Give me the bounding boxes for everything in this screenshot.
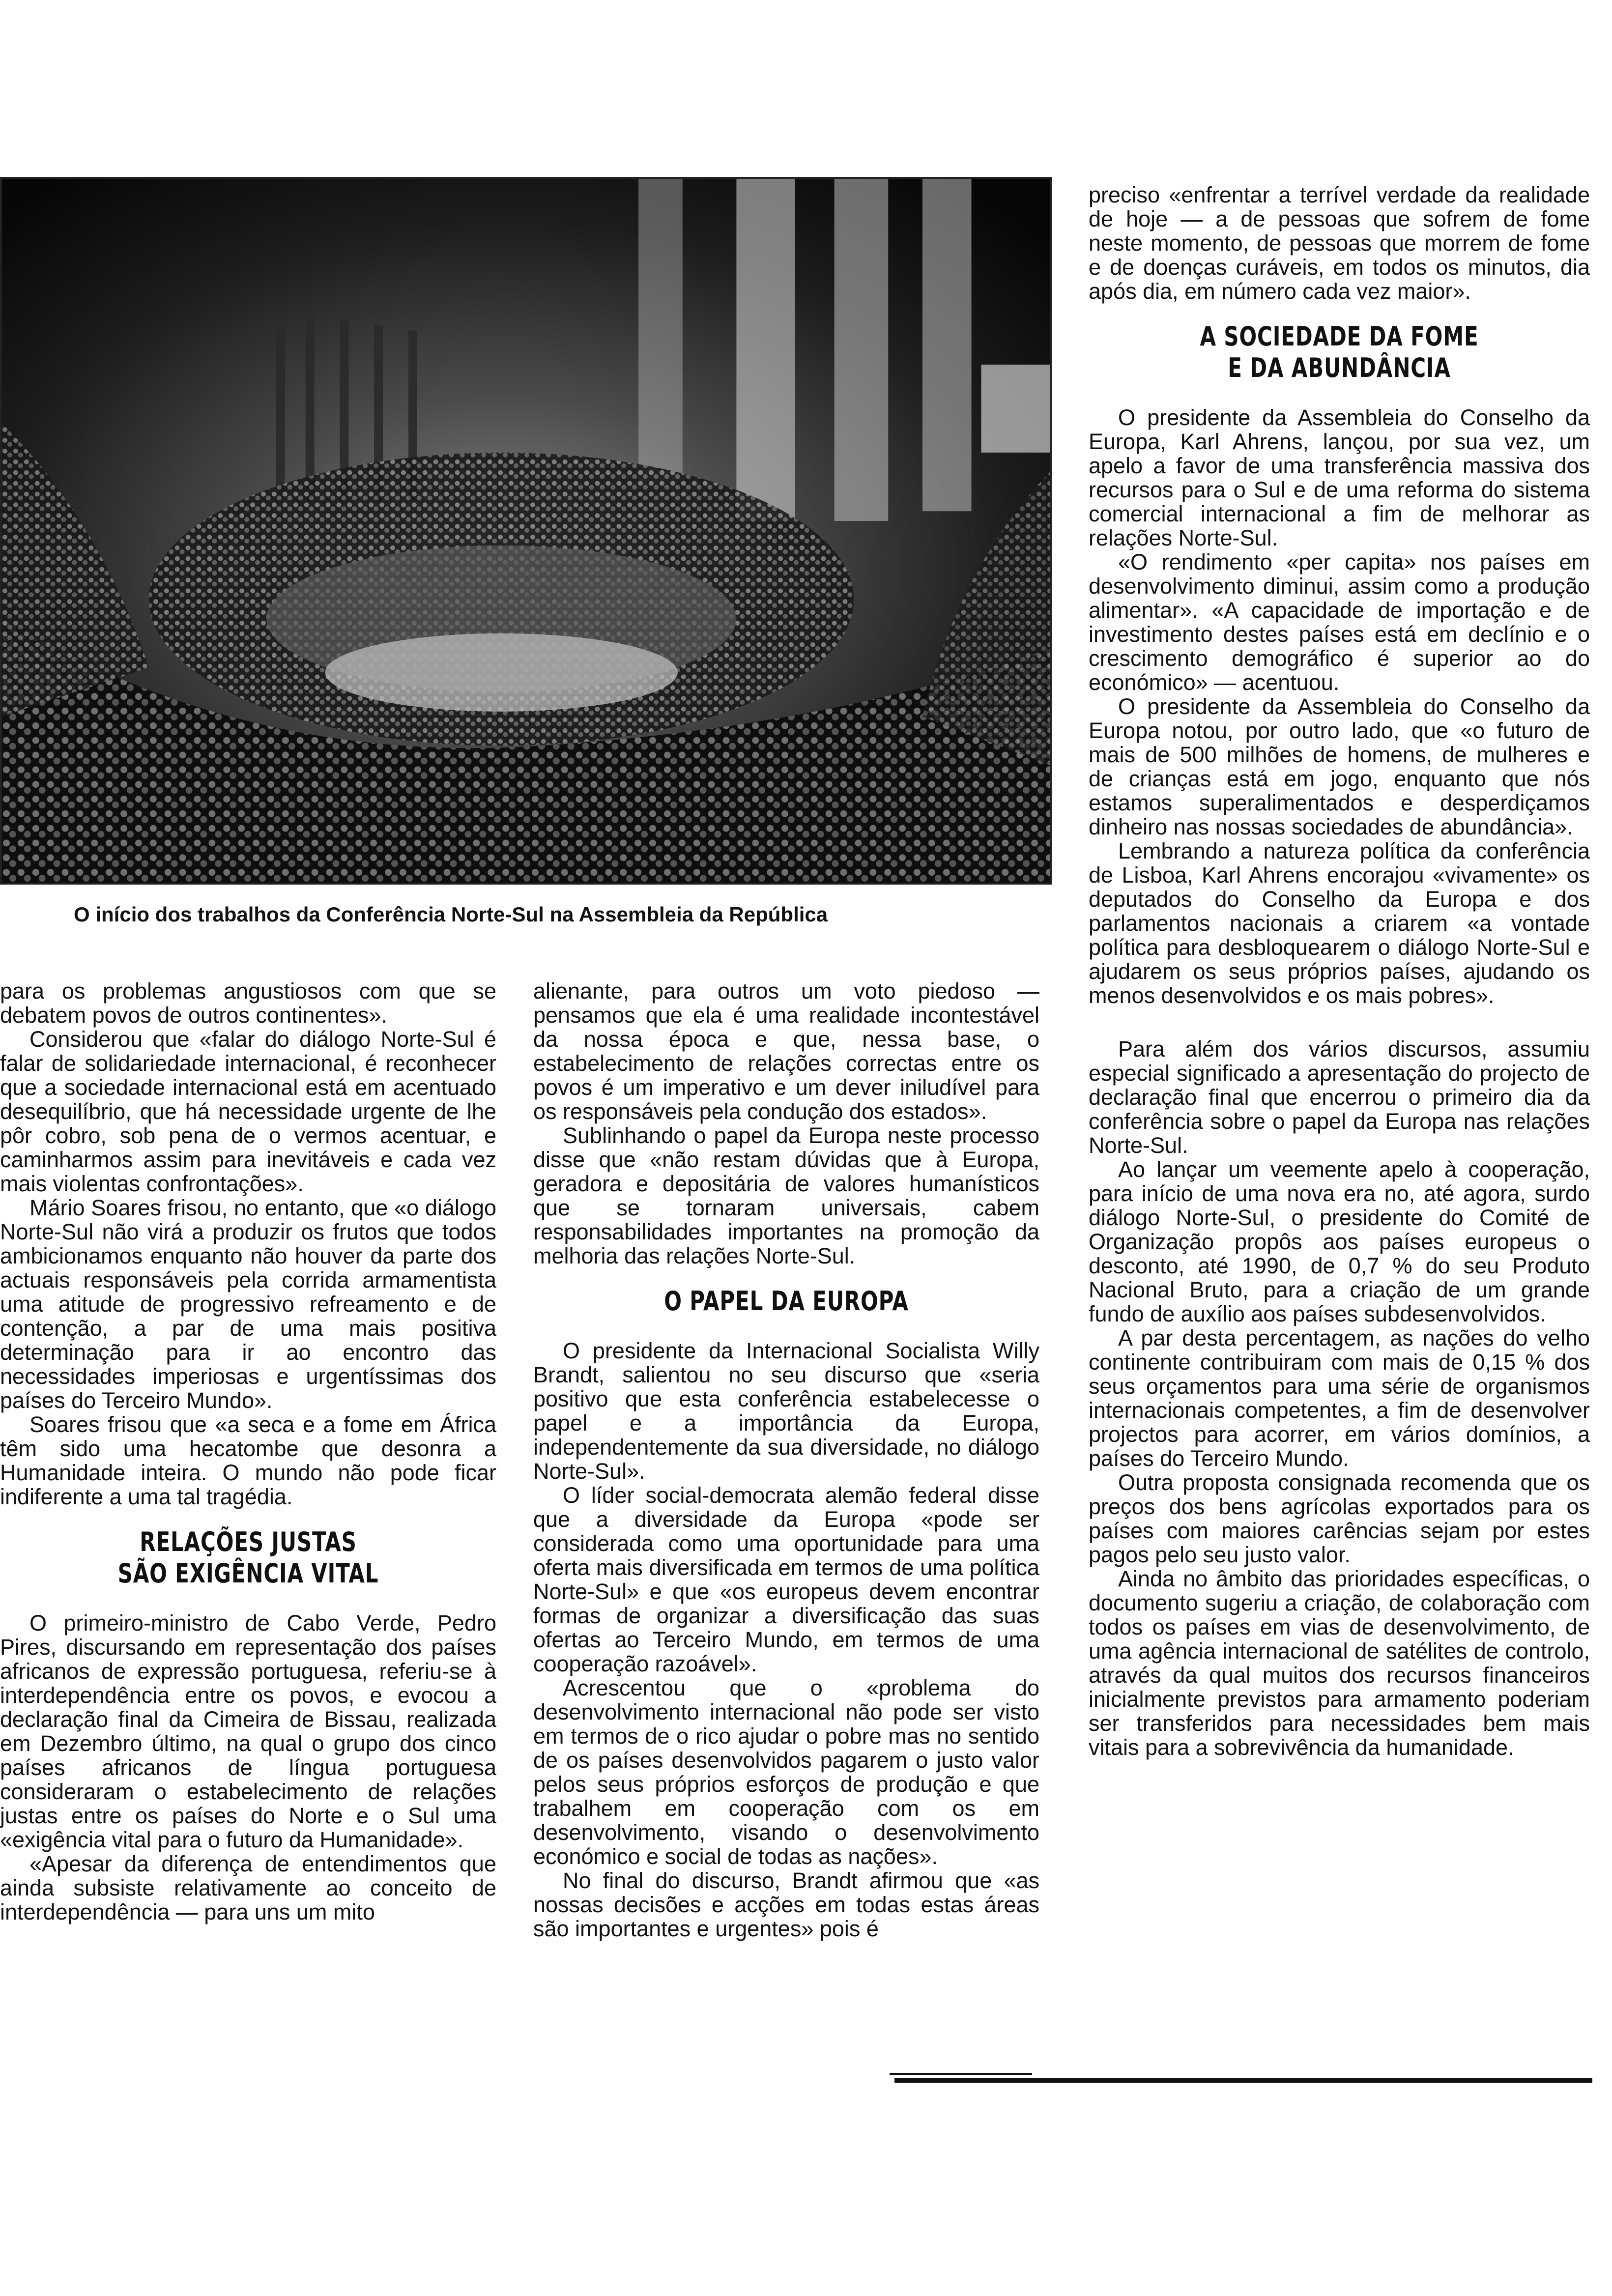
section-heading-relacoes	[55, 1526, 442, 1589]
article-paragraph: A par desta percentagem, as nações do velho continente contribuiram com mais de 0,15 % dos seus orçamentos para uma série de organismos internacionais competentes, a fim de desenvolver projectos para acorrer, em vários domínios, a países do Terceiro Mundo.	[1089, 1325, 1590, 1471]
article-paragraph: O primeiro-ministro de Cabo Verde, Pedro Pires, discursando em representação dos países africanos de expressão portuguesa, referiu-se à interdependência entre os povos, e evocou a declaração final da Cimeira de Bissau, realizada em Dezembro último, na qual o grupo dos cinco países africanos de língua portuguesa consideraram o estabelecimento de relações justas entre os países do Norte e o Sul uma «exigência vital para o futuro da Humanidade».	[0, 1610, 496, 1852]
article-paragraph: Outra proposta consignada recomenda que os preços dos bens agrícolas exportados para os países com maiores carências sejam por estes pagos pelo seu justo valor.	[1089, 1470, 1590, 1567]
heading-line: E DA ABUNDÂNCIA	[1228, 352, 1451, 383]
section-heading-sociedade	[1144, 321, 1535, 384]
assembly-photo	[0, 177, 1052, 885]
article-paragraph: Acrescentou que o «problema do desenvolvimento internacional não pode ser visto em termos de o rico ajudar o pobre mas no sentido de os países desenvolvidos pagarem o justo valor pelos seus próprios esforços de produção e que trabalhem em cooperação com os em desenvolvimento, visando o desenvolvimento económico e social de todas as nações».	[533, 1675, 1039, 1869]
article-paragraph: Mário Soares frisou, no entanto, que «o diálogo Norte-Sul não virá a produzir os frutos que todos ambicionamos enquanto não houver da parte dos actuais responsáveis pela corrida armamentista uma atitude de progressivo refreamento e de contenção, a par de uma mais positiva determinação para ir ao encontro das necessidades imperiosas e urgentíssimas dos países do Terceiro Mundo».	[0, 1195, 496, 1413]
article-paragraph: Soares frisou que «a seca e a fome em África têm sido uma hecatombe que desonra a Humanidade inteira. O mundo não pode ficar indiferente a uma tal tragédia.	[0, 1412, 496, 1509]
heading-line: SÃO EXIGÊNCIA VITAL	[117, 1558, 379, 1589]
article-paragraph: preciso «enfrentar a terrível verdade da realidade de hoje — a de pessoas que sofrem de fome neste momento, de pessoas que morrem de fome e de doenças curáveis, em todos os minutos, dia após dia, em número cada vez maior».	[1089, 182, 1590, 304]
article-paragraph: O presidente da Assembleia do Conselho da Europa notou, por outro lado, que «o futuro de mais de 500 milhões de homens, de mulheres e de crianças está em jogo, enquanto que nós estamos superalimentados e desperdiçamos dinheiro nas nossas sociedades de abundância».	[1089, 694, 1590, 839]
end-rule	[894, 2078, 1592, 2083]
article-paragraph: No final do discurso, Brandt afirmou que «as nossas decisões e acções em todas estas áreas são importantes e urgentes» pois é	[533, 1868, 1039, 1941]
section-heading-papel	[589, 1286, 983, 1317]
article-paragraph: alienante, para outros um voto piedoso — pensamos que ela é uma realidade incontestável da nossa época e que, nessa base, o estabelecimento de relações correctas entre os povos é um imperativo e um dever iniludível para os responsáveis pela condução dos estados».	[533, 978, 1039, 1124]
article-paragraph: para os problemas angustiosos com que se debatem povos de outros continentes».	[0, 978, 496, 1028]
article-paragraph: Ainda no âmbito das prioridades específicas, o documento sugeriu a criação, de colaboração com todos os países em vias de desenvolvimento, de uma agência internacional de satélites de controlo, através da qual muitos dos recursos financeiros inicialmente previstos para armamento poderiam ser transferidos para necessidades bem mais vitais para a sobrevivência da humanidade.	[1089, 1566, 1590, 1760]
article-paragraph: «O rendimento «per capita» nos países em desenvolvimento diminui, assim como a produção alimentar». «A capacidade de importação e de investimento destes países está em declínio e o crescimento demográfico é superior ao do económico» — acentuou.	[1089, 549, 1590, 695]
heading-line: A SOCIEDADE DA FOME	[1200, 321, 1479, 352]
column-left	[0, 979, 496, 1924]
column-middle	[533, 979, 1039, 1941]
photo-caption: O início dos trabalhos da Conferência Norte-Sul na Assembleia da República	[74, 903, 828, 926]
article-paragraph: O presidente da Assembleia do Conselho da Europa, Karl Ahrens, lançou, por sua vez, um apelo a favor de uma transferência massiva dos recursos para o Sul e de uma reforma do sistema comercial internacional a fim de melhorar as relações Norte-Sul.	[1089, 405, 1590, 550]
heading-line: RELAÇÕES JUSTAS	[140, 1526, 357, 1557]
article-paragraph: Lembrando a natureza política da conferência de Lisboa, Karl Ahrens encorajou «vivamente» os deputados do Conselho da Europa e dos parlamentos nacionais a criarem «a vontade política para desbloquearem o diálogo Norte-Sul e ajudarem os seus próprios países, ajudando os menos desenvolvidos e os mais pobres».	[1089, 838, 1590, 1008]
article-paragraph: Para além dos vários discursos, assumiu especial significado a apresentação do projecto de declaração final que encerrou o primeiro dia da conferência sobre o papel da Europa nas relações Norte-Sul.	[1089, 1036, 1590, 1158]
article-paragraph: «Apesar da diferença de entendimentos que ainda subsiste relativamente ao conceito de interdependência — para uns um mito	[0, 1851, 496, 1924]
article-paragraph: O presidente da Internacional Socialista Willy Brandt, salientou no seu discurso que «seria positivo que esta conferência estabelecesse o papel e a importância da Europa, independentemente da sua diversidade, no diálogo Norte-Sul».	[533, 1338, 1039, 1484]
assembly-hall-image	[2, 179, 1050, 883]
divider-rule	[890, 2073, 1032, 2075]
column-right	[1089, 183, 1590, 1759]
article-paragraph: Sublinhando o papel da Europa neste processo disse que «não restam dúvidas que à Europa, geradora e depositária de valores humanísticos que se tornaram universais, cabem responsabilidades importantes na promoção da melhoria das relações Norte-Sul.	[533, 1123, 1039, 1268]
article-paragraph: O líder social-democrata alemão federal disse que a diversidade da Europa «pode ser considerada como uma oportunidade para uma oferta mais diversificada em termos de uma política Norte-Sul» e que «os europeus devem encontrar formas de organizar a diversificação das suas ofertas ao Terceiro Mundo, em termos de uma cooperação razoável».	[533, 1483, 1039, 1676]
article-paragraph: Considerou que «falar do diálogo Norte-Sul é falar de solidariedade internacional, é reconhecer que a sociedade internacional está em acentuado desequilíbrio, que há necessidade urgente de lhe pôr cobro, sob pena de o vermos acentuar, e caminharmos assim para inevitáveis e cada vez mais violentas confrontações».	[0, 1027, 496, 1196]
heading-line: O PAPEL DA EUROPA	[664, 1286, 909, 1317]
article-paragraph: Ao lançar um veemente apelo à cooperação, para início de uma nova era no, até agora, surdo diálogo Norte-Sul, o presidente do Comité de Organização propôs aos países europeus o desconto, até 1990, de 0,7 % do seu Produto Nacional Bruto, para a criação de um grande fundo de auxílio aos países subdesenvolvidos.	[1089, 1157, 1590, 1326]
